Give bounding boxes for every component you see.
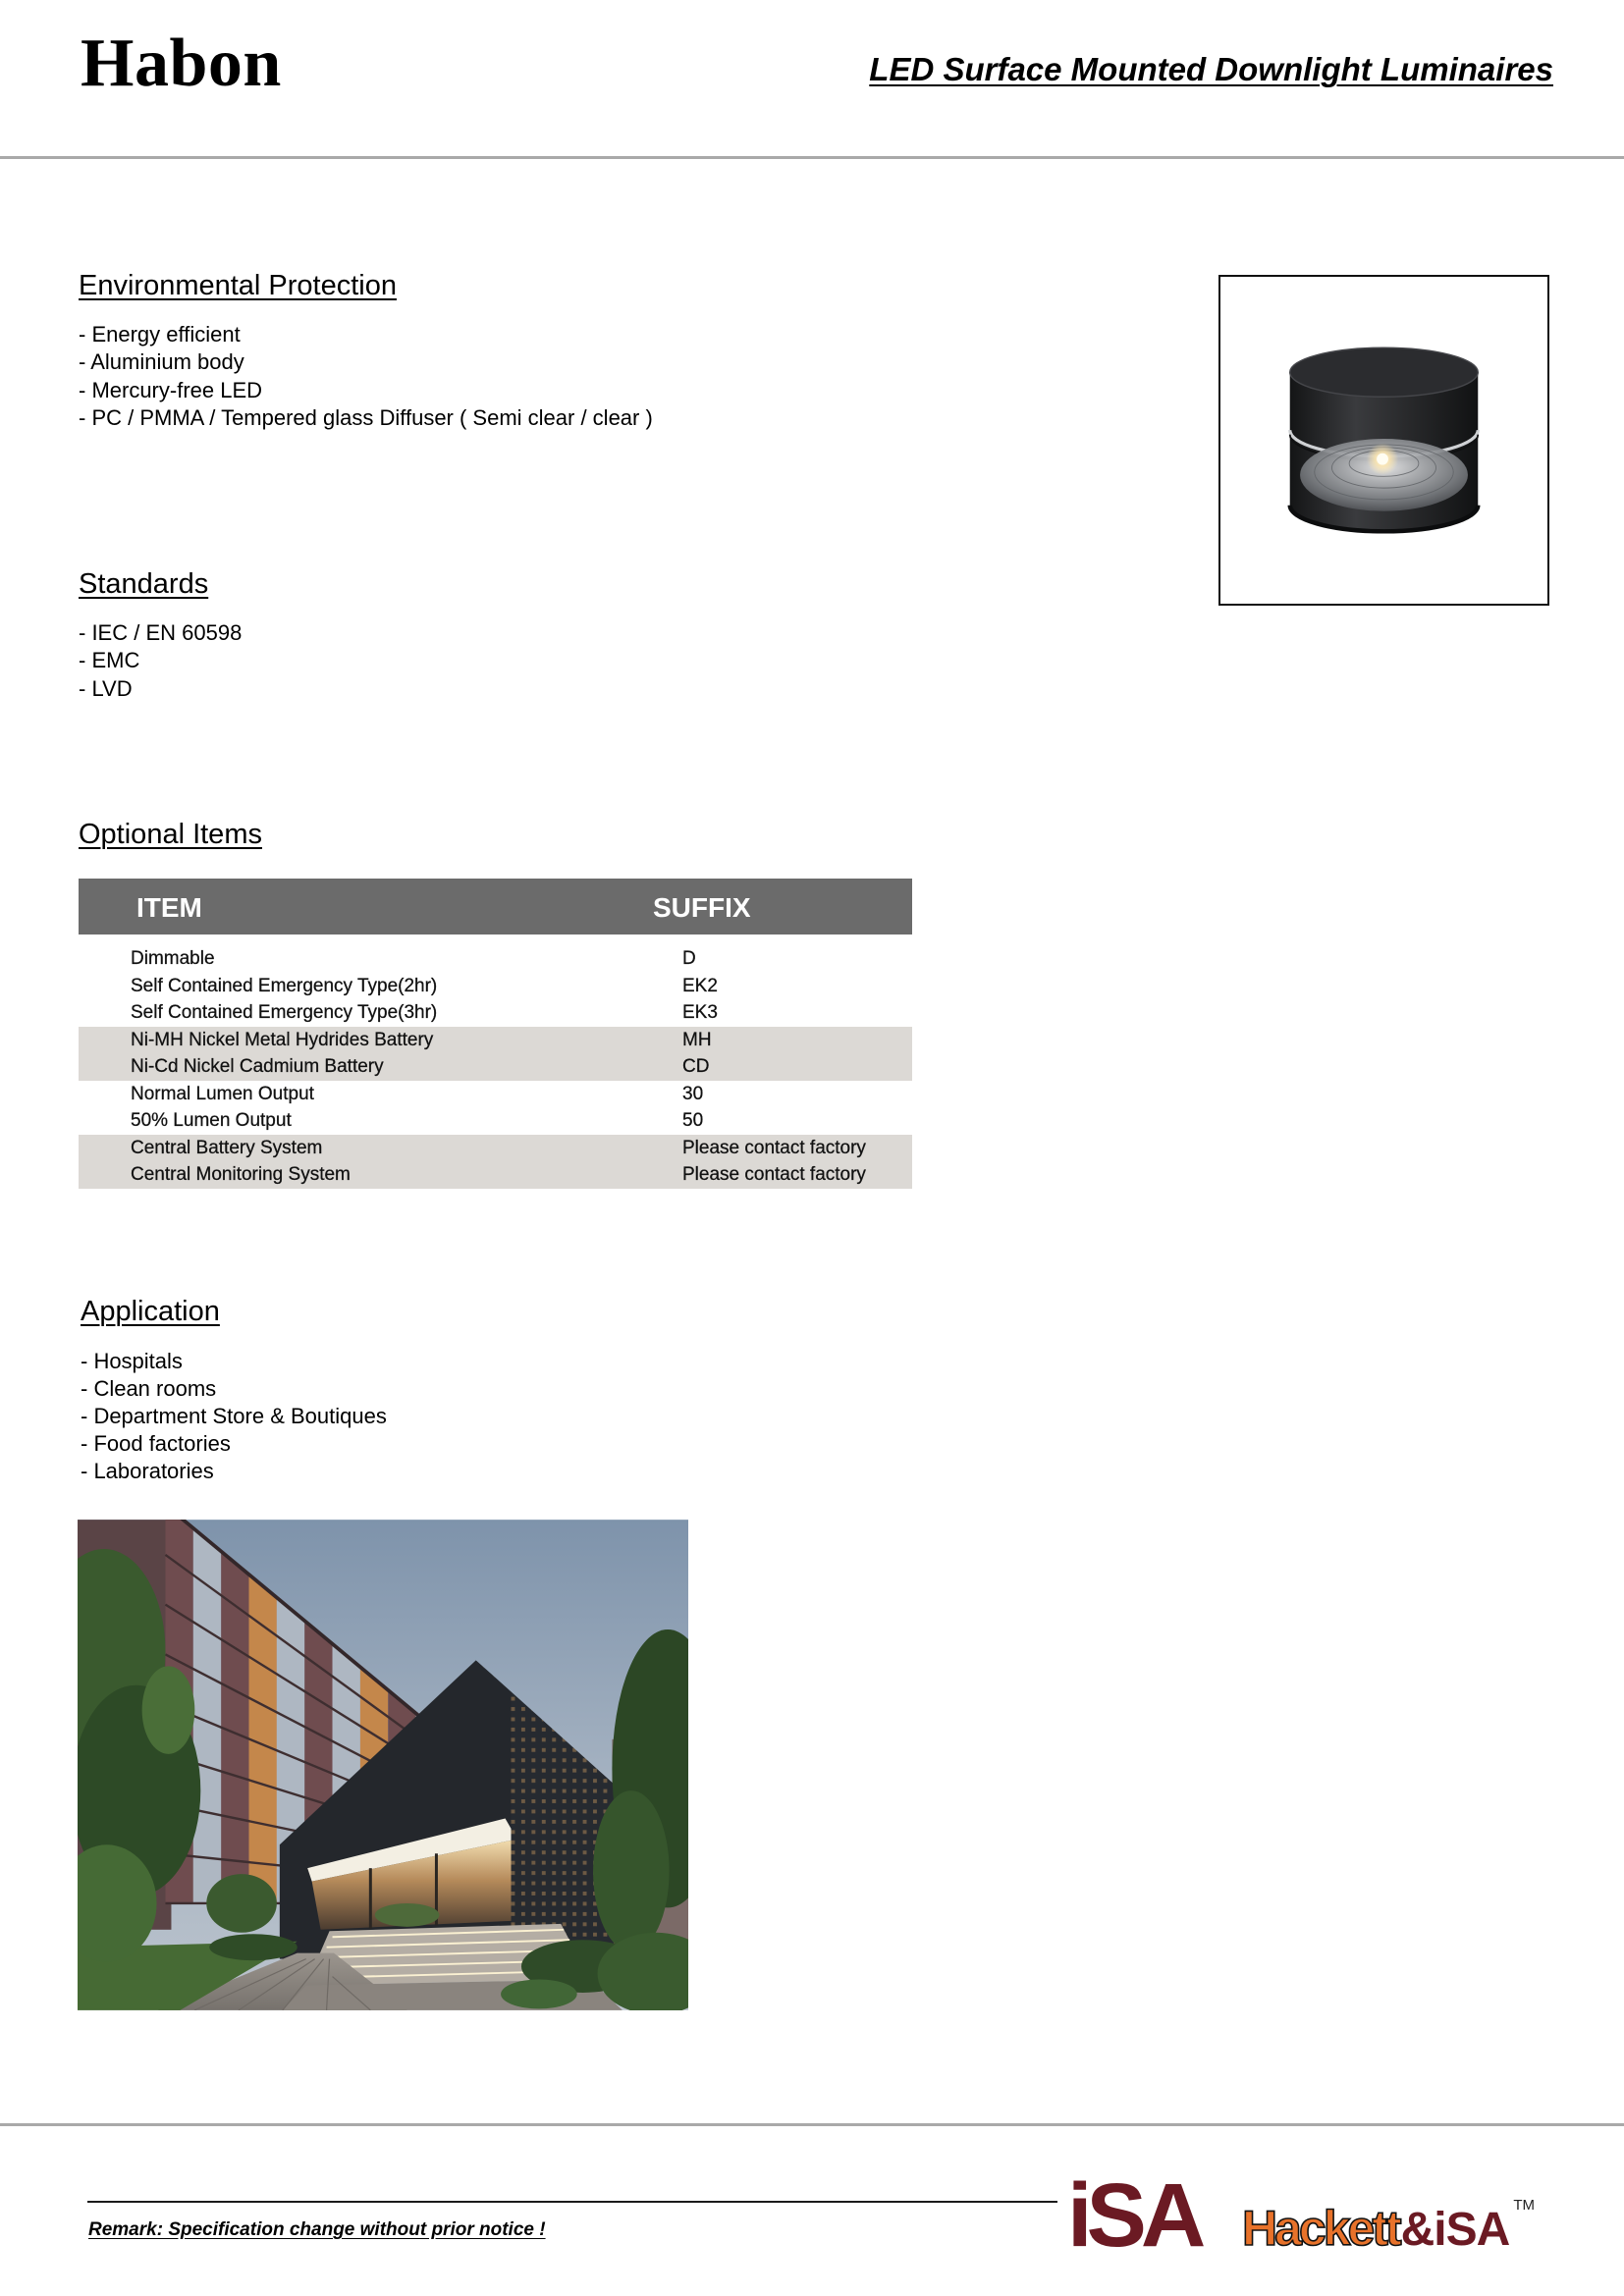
downlight-product-image: [1220, 277, 1547, 604]
table-row: [79, 1135, 912, 1162]
table-row: [79, 945, 912, 973]
column-header-suffix: SUFFIX: [653, 892, 751, 923]
brand-name: Habon: [81, 26, 282, 101]
footer-divider: [0, 2123, 1624, 2126]
hackett-isa-logo: [1242, 2197, 1535, 2256]
item-cell: Normal Lumen Output: [131, 1083, 314, 1104]
suffix-cell: CD: [682, 1056, 710, 1077]
suffix-cell: D: [682, 948, 696, 969]
item-cell: Central Battery System: [131, 1137, 323, 1158]
application-photo: [78, 1520, 688, 2010]
hackett-wordmark: Hackett: [1242, 2201, 1399, 2256]
optional-items-table: [79, 879, 912, 1191]
table-row: [79, 1081, 912, 1108]
suffix-cell: EK3: [682, 1002, 718, 1023]
application-heading: Application: [81, 1296, 220, 1327]
suffix-cell: 50: [682, 1110, 704, 1131]
list-item: - Hospitals: [81, 1349, 183, 1373]
remark-rule: [87, 2201, 1057, 2203]
list-item: - Clean rooms: [81, 1376, 217, 1401]
product-image-frame: [1218, 275, 1549, 606]
table-row: [79, 1107, 912, 1135]
environmental-list: [79, 321, 653, 432]
table-row: [79, 999, 912, 1027]
standards-heading: Standards: [79, 568, 209, 600]
list-item: - Department Store & Boutiques: [81, 1404, 387, 1428]
suffix-cell: 30: [682, 1083, 704, 1104]
item-cell: Ni-Cd Nickel Cadmium Battery: [131, 1056, 384, 1077]
table-row: [79, 1027, 912, 1054]
hackett-isa-wordmark: &iSA: [1400, 2204, 1510, 2256]
table-row: [79, 1161, 912, 1189]
trademark-mark: TM: [1513, 2197, 1535, 2214]
suffix-cell: EK2: [682, 975, 718, 996]
list-item: - IEC / EN 60598: [79, 620, 243, 645]
item-cell: Dimmable: [131, 948, 215, 969]
list-item: - Food factories: [81, 1431, 231, 1456]
optional-items-heading: Optional Items: [79, 819, 262, 850]
list-item: - Energy efficient: [79, 322, 241, 347]
header-divider: [0, 156, 1624, 159]
remark-note: Remark: Specification change without prior notice !: [88, 2219, 546, 2240]
list-item: - EMC: [79, 648, 140, 673]
product-family-title: LED Surface Mounted Downlight Luminaires: [869, 51, 1553, 87]
item-cell: Self Contained Emergency Type(3hr): [131, 1002, 438, 1023]
application-list: [81, 1348, 387, 1485]
item-cell: Self Contained Emergency Type(2hr): [131, 975, 438, 996]
suffix-cell: Please contact factory: [682, 1164, 866, 1185]
table-body: [79, 945, 912, 1189]
standards-list: [79, 619, 242, 703]
downlight-top: [1290, 347, 1479, 397]
item-cell: 50% Lumen Output: [131, 1110, 292, 1131]
environmental-heading: Environmental Protection: [79, 270, 397, 301]
column-header-item: ITEM: [136, 892, 202, 923]
table-row: [79, 973, 912, 1000]
led-chip: [1377, 454, 1388, 465]
item-cell: Central Monitoring System: [131, 1164, 351, 1185]
item-cell: Ni-MH Nickel Metal Hydrides Battery: [131, 1029, 434, 1050]
list-item: - Mercury-free LED: [79, 377, 263, 402]
building-photo-image: [78, 1520, 688, 2010]
table-header: [79, 879, 912, 934]
list-item: - Aluminium body: [79, 349, 244, 375]
list-item: - Laboratories: [81, 1459, 214, 1483]
table-row: [79, 1053, 912, 1081]
list-item: - LVD: [79, 675, 133, 701]
isa-logo: iSA: [1067, 2165, 1201, 2266]
list-item: - PC / PMMA / Tempered glass Diffuser ( Semi clear / clear ): [79, 404, 653, 430]
suffix-cell: Please contact factory: [682, 1137, 866, 1158]
suffix-cell: MH: [682, 1029, 712, 1050]
